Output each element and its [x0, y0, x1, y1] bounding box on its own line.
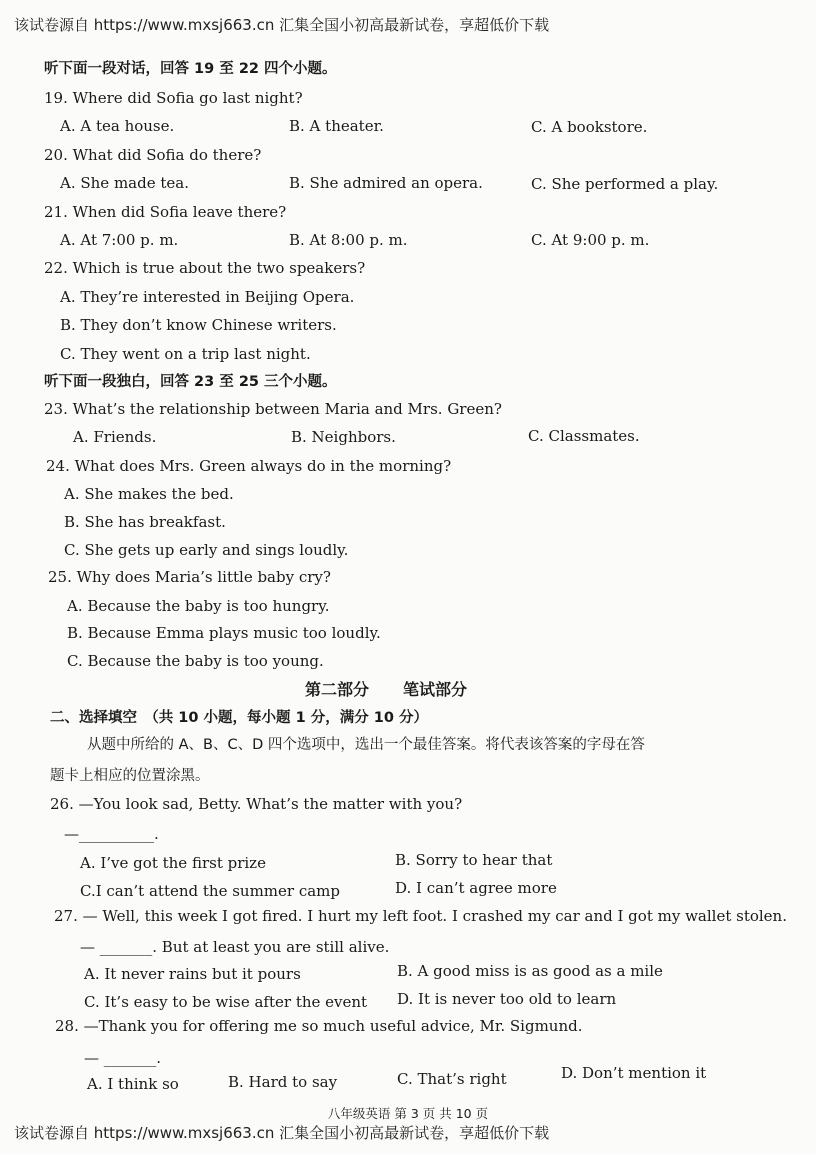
q19-option-b: B. A theater. [289, 117, 384, 135]
q20-option-c: C. She performed a play. [531, 175, 719, 193]
q25-option-c: C. Because the baby is too young. [67, 652, 324, 670]
q24-stem: 24. What does Mrs. Green always do in the morning? [46, 457, 452, 475]
q24-option-b: B. She has breakfast. [64, 513, 226, 531]
q25-stem: 25. Why does Maria’s little baby cry? [48, 568, 331, 586]
q26-stem: 26. —You look sad, Betty. What’s the matter with you? [50, 795, 463, 813]
q22-option-c: C. They went on a trip last night. [60, 345, 311, 363]
q19-option-c: C. A bookstore. [531, 118, 648, 136]
q27-option-c: C. It’s easy to be wise after the event [84, 993, 368, 1011]
q25-option-b: B. Because Emma plays music too loudly. [67, 624, 381, 642]
q21-stem: 21. When did Sofia leave there? [44, 203, 287, 221]
q27-option-d: D. It is never too old to learn [397, 990, 617, 1008]
q24-option-c: C. She gets up early and sings loudly. [64, 541, 349, 559]
q19-stem: 19. Where did Sofia go last night? [44, 89, 303, 107]
q19-option-a: A. A tea house. [60, 117, 175, 135]
q21-option-a: A. At 7:00 p. m. [60, 231, 179, 249]
q27-stem: 27. — Well, this week I got fired. I hurt my left foot. I crashed my car and I got my wallet stolen. [54, 907, 787, 925]
q27-option-b: B. A good miss is as good as a mile [397, 962, 663, 980]
q28-blank: — _______. [84, 1049, 162, 1067]
q20-option-a: A. She made tea. [60, 174, 189, 192]
q26-option-c: C.I can’t attend the summer camp [80, 882, 341, 900]
q28-option-d: D. Don’t mention it [561, 1064, 707, 1082]
q23-stem: 23. What’s the relationship between Maria and Mrs. Green? [44, 400, 502, 418]
section-multiple-choice: 二、选择填空 （共 10 小题，每小题 1 分，满分 10 分） [50, 710, 428, 726]
q24-option-a: A. She makes the bed. [64, 485, 234, 503]
q26-option-b: B. Sorry to hear that [395, 851, 553, 869]
q27-blank: — _______. But at least you are still alive. [80, 938, 390, 956]
written-part-label: 笔试部分 [403, 680, 468, 699]
section-listening-dialogue: 听下面一段对话，回答 19 至 22 四个小题。 [44, 61, 337, 77]
q26-option-a: A. I’ve got the first prize [80, 854, 266, 872]
q28-option-b: B. Hard to say [228, 1073, 338, 1091]
q26-blank: —__________. [64, 825, 159, 843]
q22-option-b: B. They don’t know Chinese writers. [60, 316, 337, 334]
section-listening-monologue: 听下面一段独白，回答 23 至 25 三个小题。 [44, 374, 337, 390]
q23-option-b: B. Neighbors. [291, 428, 396, 446]
q25-option-a: A. Because the baby is too hungry. [67, 597, 330, 615]
q28-option-c: C. That’s right [397, 1070, 507, 1088]
q22-stem: 22. Which is true about the two speakers? [44, 259, 366, 277]
part-two-heading [305, 677, 501, 700]
watermark-bottom: 该试卷源自 https://www.mxsj663.cn 汇集全国小初高最新试卷，享超低价下载 [14, 1124, 550, 1142]
q20-stem: 20. What did Sofia do there? [44, 146, 262, 164]
q23-option-c: C. Classmates. [528, 427, 640, 445]
q21-option-c: C. At 9:00 p. m. [531, 231, 650, 249]
q26-option-d: D. I can’t agree more [395, 879, 557, 897]
watermark-top: 该试卷源自 https://www.mxsj663.cn 汇集全国小初高最新试卷，享超低价下载 [14, 16, 550, 34]
q21-option-b: B. At 8:00 p. m. [289, 231, 408, 249]
q27-option-a: A. It never rains but it pours [84, 965, 301, 983]
instruction-line-2: 题卡上相应的位置涂黑。 [50, 768, 210, 784]
q20-option-b: B. She admired an opera. [289, 174, 483, 192]
page-footer: 八年级英语 第 3 页 共 10 页 [327, 1106, 489, 1121]
q23-option-a: A. Friends. [73, 428, 157, 446]
q28-option-a: A. I think so [87, 1075, 179, 1093]
q22-option-a: A. They’re interested in Beijing Opera. [60, 288, 355, 306]
q28-stem: 28. —Thank you for offering me so much useful advice, Mr. Sigmund. [55, 1017, 583, 1035]
instruction-line-1: 从题中所给的 A、B、C、D 四个选项中，选出一个最佳答案。将代表该答案的字母在答 [87, 737, 645, 753]
part-two-label: 第二部分 [305, 680, 370, 699]
